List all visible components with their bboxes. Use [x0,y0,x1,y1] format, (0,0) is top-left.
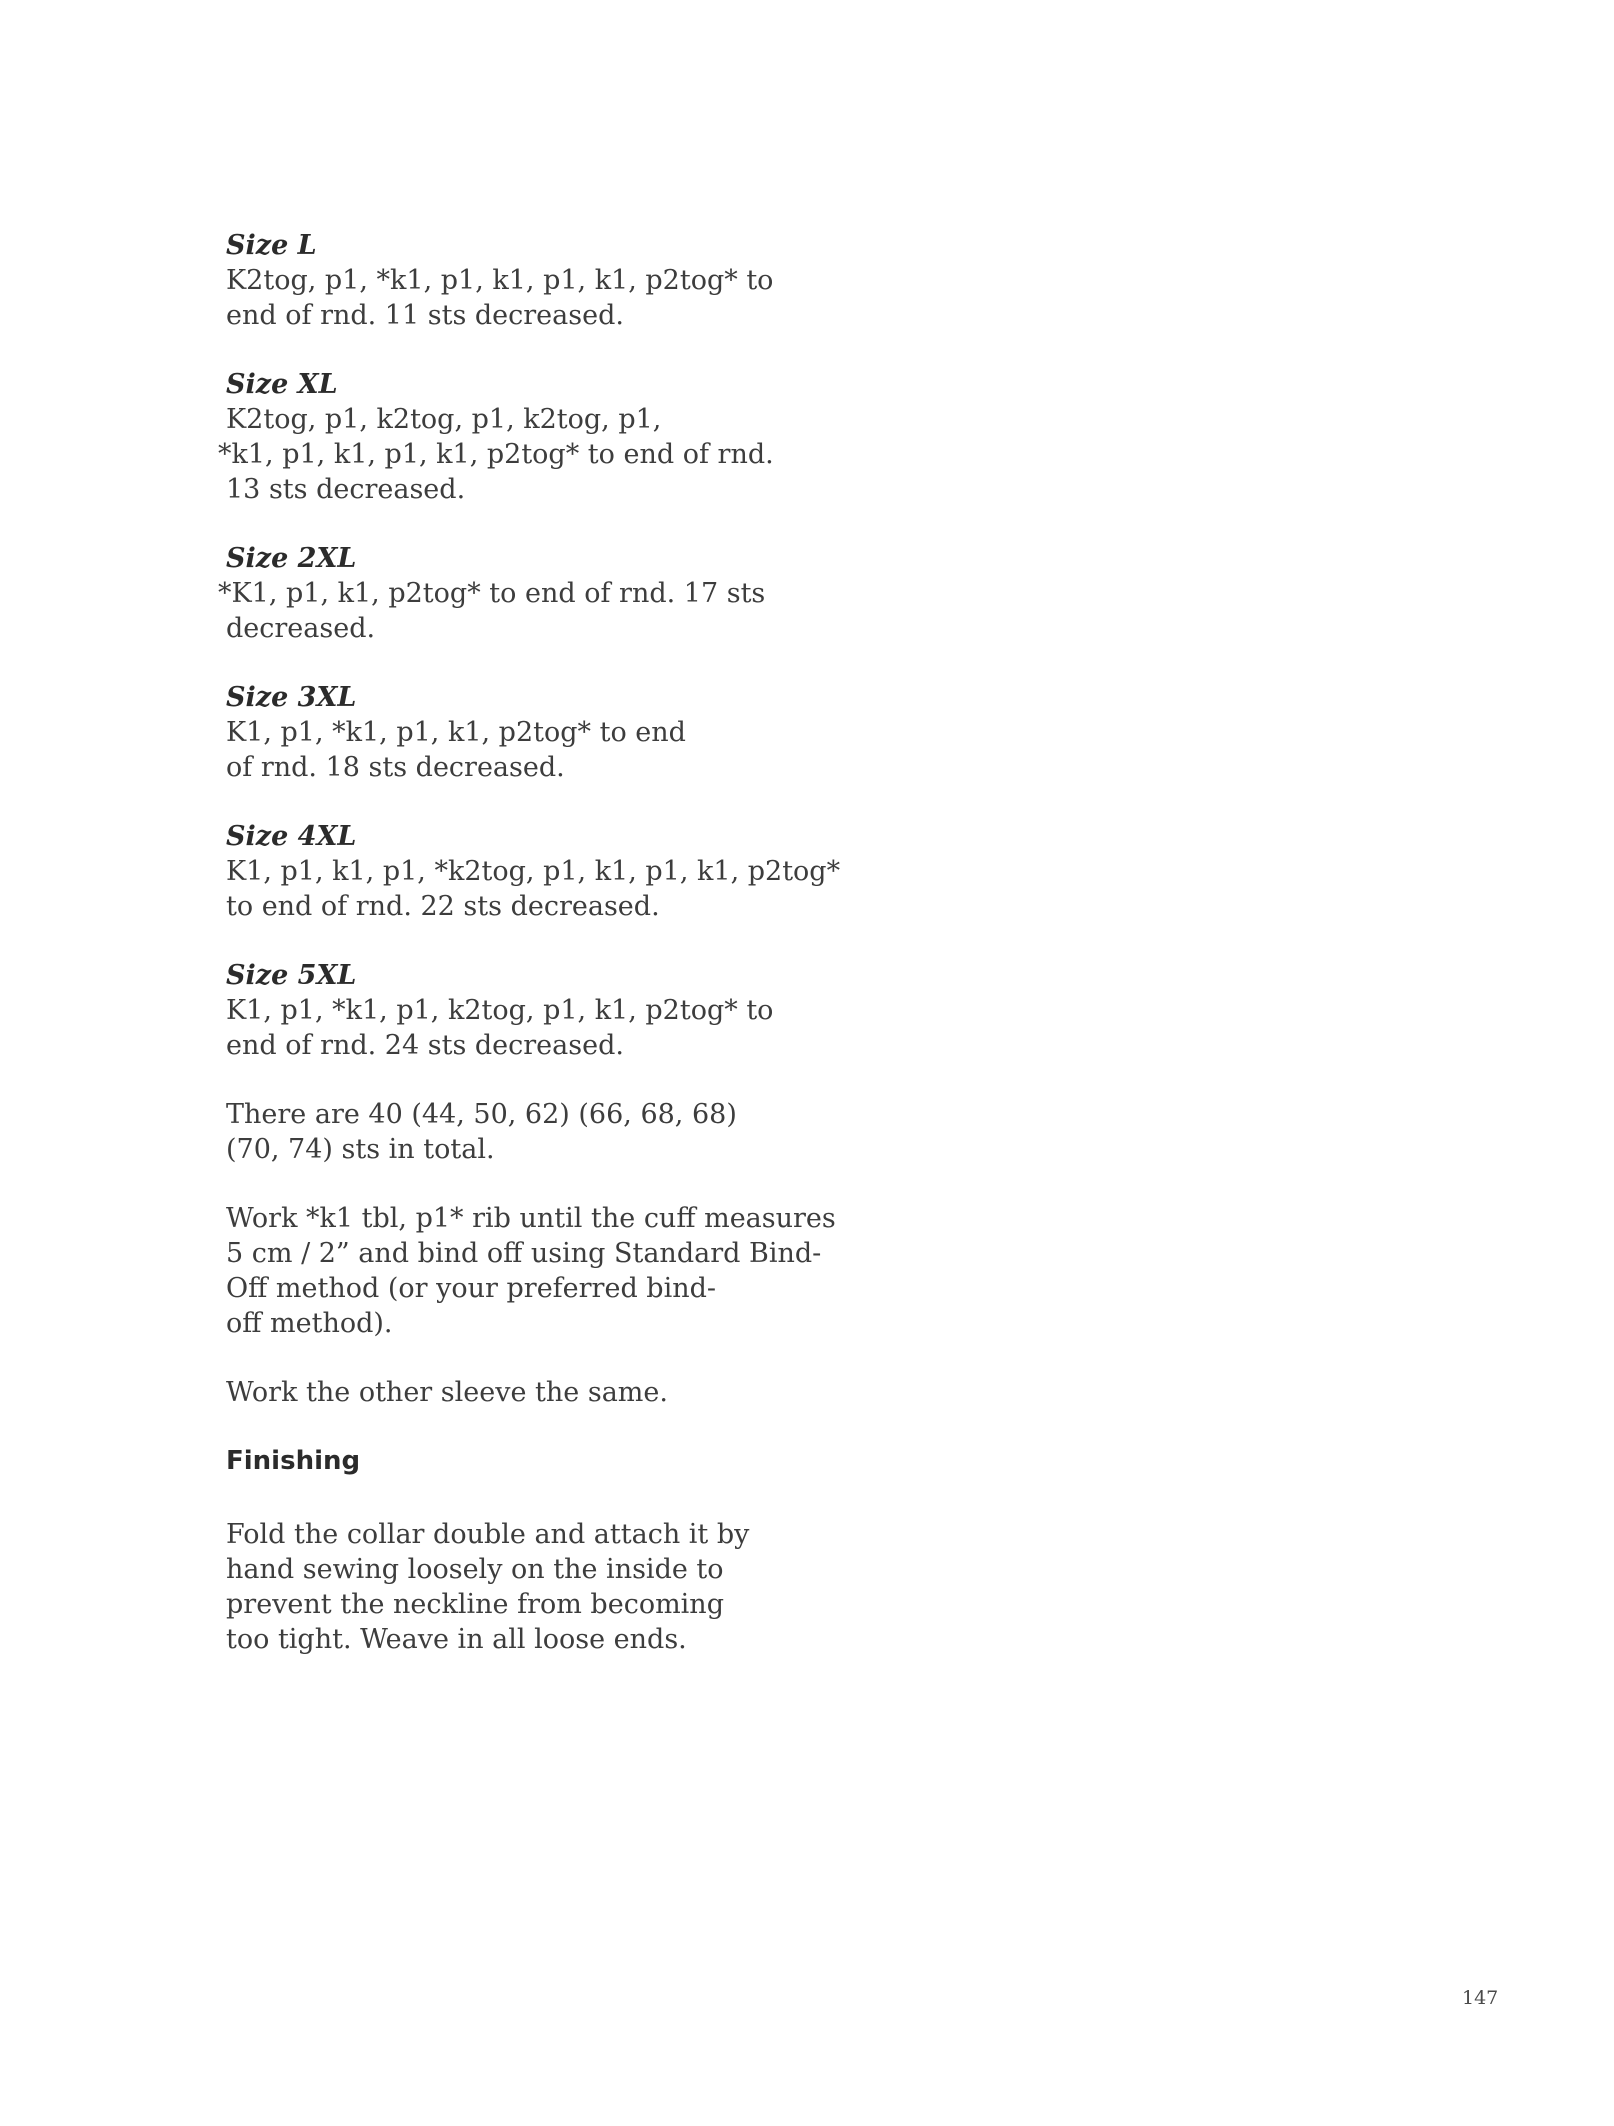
size-4xl-heading: Size 4XL [226,821,357,852]
paragraph-line: 5 cm / 2” and bind off using Standard Bind- [226,1238,822,1269]
size-4xl-section [226,819,846,924]
finishing-paragraph [226,1517,846,1657]
size-2xl-line: *K1, p1, k1, p2tog* to end of rnd. 17 sts [218,578,766,609]
page-content [218,228,846,1691]
size-5xl-section [226,958,846,1063]
total-stitches-paragraph [226,1097,846,1167]
paragraph-line: (70, 74) sts in total. [226,1134,495,1165]
size-l-line: end of rnd. 11 sts decreased. [226,300,624,331]
size-2xl-section [218,541,846,646]
size-3xl-heading: Size 3XL [226,682,357,713]
size-4xl-line: to end of rnd. 22 sts decreased. [226,891,660,922]
size-3xl-line: of rnd. 18 sts decreased. [226,752,565,783]
size-2xl-line: decreased. [226,613,376,644]
paragraph-line: too tight. Weave in all loose ends. [226,1624,687,1655]
paragraph-line: off method). [226,1308,393,1339]
size-l-heading: Size L [226,230,317,261]
paragraph-line: Off method (or your preferred bind- [226,1273,717,1304]
size-xl-line: *k1, p1, k1, p1, k1, p2tog* to end of rnd. [218,439,774,470]
finishing-heading: Finishing [226,1446,361,1476]
size-l-line: K2tog, p1, *k1, p1, k1, p1, k1, p2tog* to [226,265,774,296]
paragraph-line: There are 40 (44, 50, 62) (66, 68, 68) [226,1099,737,1130]
paragraph-line: hand sewing loosely on the inside to [226,1554,724,1585]
size-xl-section [218,367,846,507]
size-3xl-line: K1, p1, *k1, p1, k1, p2tog* to end [226,717,686,748]
size-3xl-section [226,680,846,785]
paragraph-line: prevent the neckline from becoming [226,1589,724,1620]
size-5xl-line: end of rnd. 24 sts decreased. [226,1030,624,1061]
paragraph-line: Work the other sleeve the same. [226,1377,668,1408]
size-5xl-heading: Size 5XL [226,960,357,991]
size-2xl-heading: Size 2XL [226,543,357,574]
size-xl-line: 13 sts decreased. [226,474,466,505]
size-5xl-line: K1, p1, *k1, p1, k2tog, p1, k1, p2tog* to [226,995,774,1026]
size-xl-heading: Size XL [226,369,338,400]
size-xl-line: K2tog, p1, k2tog, p1, k2tog, p1, [226,404,662,435]
paragraph-line: Work *k1 tbl, p1* rib until the cuff measures [226,1203,836,1234]
other-sleeve-paragraph [226,1375,846,1410]
cuff-paragraph [226,1201,846,1341]
paragraph-line: Fold the collar double and attach it by [226,1519,750,1550]
size-l-section [226,228,846,333]
size-4xl-line: K1, p1, k1, p1, *k2tog, p1, k1, p1, k1, p2tog* [226,856,841,887]
page-number: 147 [1462,1987,1499,2009]
